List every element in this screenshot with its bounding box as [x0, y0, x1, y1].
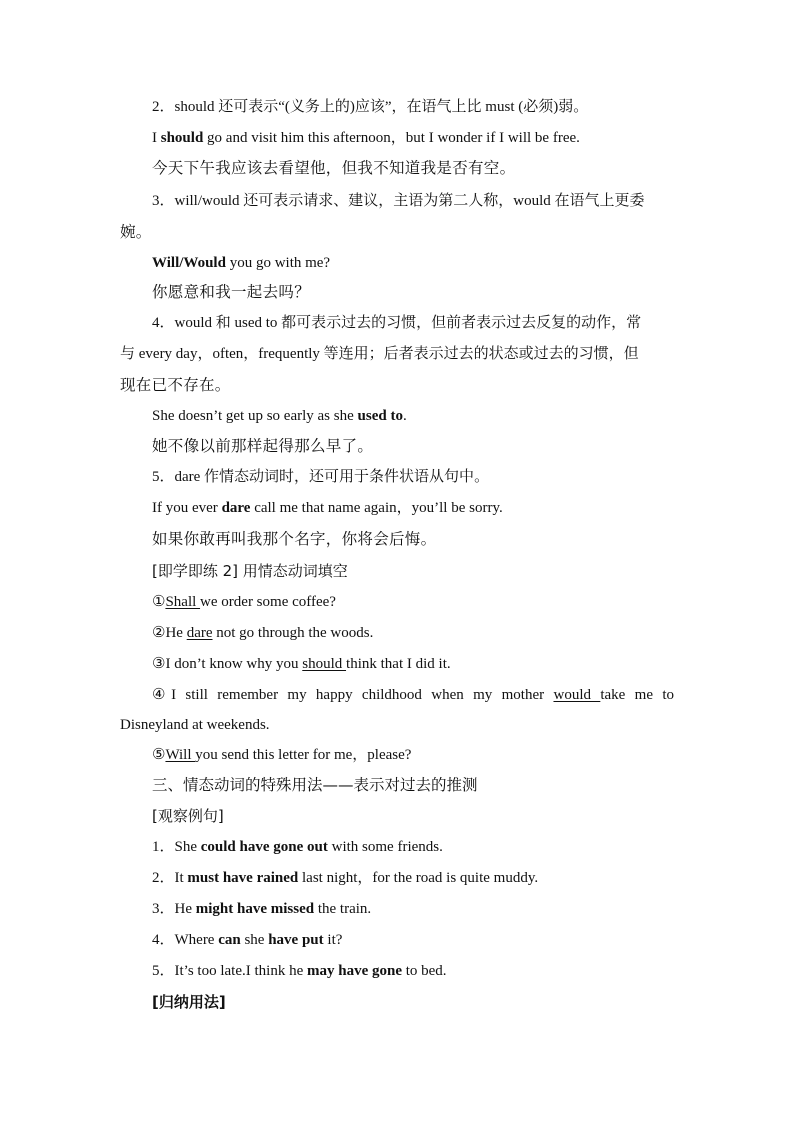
text: 三、情态动词的特殊用法——表示对过去的推测 [152, 776, 478, 794]
observe-example-3 [152, 898, 371, 920]
text: she [240, 932, 269, 948]
text: I [152, 130, 161, 146]
example-translation [152, 435, 373, 457]
text: 5．It’s too late.I think he [152, 963, 307, 979]
exercise-item-2 [152, 622, 373, 644]
exercise-heading [152, 560, 348, 582]
note-3-continuation [120, 221, 152, 243]
text: 2．should 还可表示“(义务上的)应该”，在语气上比 must (必须)弱。 [152, 99, 589, 115]
bold-modal: could have gone out [200, 839, 328, 855]
text: take me to [600, 687, 675, 703]
answer-blank: dare [186, 625, 213, 641]
note-2-should [152, 96, 588, 118]
note-4-would-used-to [152, 312, 641, 334]
text: 5．dare 作情态动词时，还可用于条件状语从句中。 [152, 469, 490, 485]
text: [即学即练 2] 用情态动词填空 [152, 562, 348, 580]
example-sentence [152, 405, 407, 427]
text: She doesn’t get up so early as she [152, 408, 358, 424]
note-4-continuation [120, 343, 639, 365]
text: I don’t know why you [165, 656, 303, 672]
text: go and visit him this afternoon，but I wonder if I will be free. [203, 130, 580, 146]
observe-example-2 [152, 867, 538, 889]
item-number: ④ [152, 687, 172, 703]
text: 1．She [152, 839, 201, 855]
item-number: ⑤ [152, 747, 166, 763]
exercise-item-1 [152, 591, 336, 613]
text: 婉。 [120, 223, 152, 241]
observe-examples-heading [152, 805, 224, 827]
example-translation [152, 157, 515, 179]
text: last night，for the road is quite muddy. [298, 870, 539, 886]
text: Disneyland at weekends. [120, 717, 270, 733]
text: to bed. [401, 963, 447, 979]
bold-modal: can [218, 932, 241, 948]
bold-modal: dare [221, 500, 251, 516]
note-4-continuation [120, 374, 231, 396]
text: 2．It [152, 870, 188, 886]
text: 现在已不存在。 [120, 376, 231, 394]
text: If you ever [152, 500, 222, 516]
bold-modal: should [160, 130, 204, 146]
answer-blank: would [553, 687, 601, 703]
text: 3．will/would 还可表示请求、建议，主语为第二人称，would 在语气上更委 [152, 193, 645, 209]
text: [归纳用法] [152, 993, 226, 1011]
answer-blank: Shall [165, 594, 201, 610]
text: 今天下午我应该去看望他，但我不知道我是否有空。 [152, 159, 516, 177]
text: I still remember my happy childhood when my mother [171, 687, 554, 703]
text: with some friends. [327, 839, 443, 855]
observe-example-1 [152, 836, 443, 858]
exercise-item-3 [152, 653, 451, 675]
example-sentence [152, 127, 580, 149]
observe-example-5 [152, 960, 447, 982]
summary-heading [152, 991, 226, 1013]
item-number: ③ [152, 656, 166, 672]
example-sentence [152, 497, 503, 519]
text: 她不像以前那样起得那么早了。 [152, 437, 374, 455]
note-5-dare [152, 466, 489, 488]
bold-modal: have put [268, 932, 324, 948]
bold-modal: Will/Would [152, 255, 226, 271]
exercise-item-4-continuation [120, 714, 270, 736]
bold-modal: might have missed [195, 901, 315, 917]
item-number: ② [152, 625, 166, 641]
text: you send this letter for me，please? [195, 747, 412, 763]
text: 4．would 和 used to 都可表示过去的习惯，但前者表示过去反复的动作，常 [152, 315, 642, 331]
exercise-item-4 [152, 684, 674, 706]
answer-blank: should [302, 656, 347, 672]
text: 3．He [152, 901, 196, 917]
text: 4．Where [152, 932, 219, 948]
text: [观察例句] [152, 807, 224, 825]
text: the train. [314, 901, 372, 917]
text: you go with me? [225, 255, 331, 271]
example-translation [152, 528, 436, 550]
text: not go through the woods. [212, 625, 374, 641]
text: 如果你敢再叫我那个名字，你将会后悔。 [152, 530, 437, 548]
bold-modal: may have gone [306, 963, 402, 979]
text: think that I did it. [346, 656, 451, 672]
bold-modal: used to [357, 408, 403, 424]
bold-modal: must have rained [187, 870, 299, 886]
example-sentence [152, 252, 330, 274]
text: 你愿意和我一起去吗？ [152, 283, 311, 301]
section-heading [152, 774, 478, 796]
item-number: ① [152, 594, 166, 610]
text: He [165, 625, 187, 641]
example-translation [152, 281, 310, 303]
text: we order some coffee? [200, 594, 336, 610]
answer-blank: Will [165, 747, 196, 763]
observe-example-4 [152, 929, 342, 951]
text: . [402, 408, 407, 424]
text: it? [323, 932, 343, 948]
note-3-will-would [152, 190, 645, 212]
text: 与 every day，often，frequently 等连用；后者表示过去的状态或过去的习惯，但 [120, 346, 639, 362]
exercise-item-5 [152, 744, 411, 766]
text: call me that name again，you’ll be sorry. [250, 500, 503, 516]
